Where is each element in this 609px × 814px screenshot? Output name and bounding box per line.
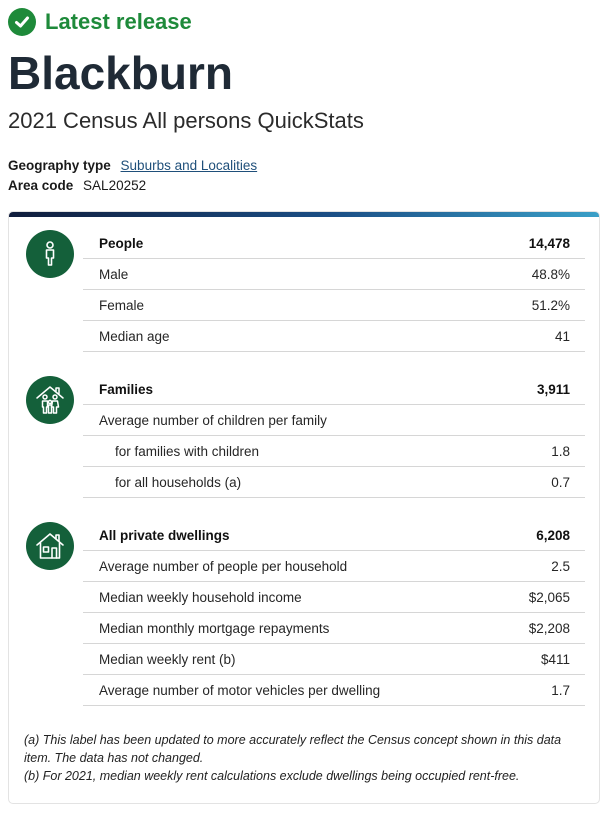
table-row — [83, 551, 585, 582]
table-row — [83, 467, 585, 498]
row-label: Average number of children per family — [99, 412, 327, 428]
table-row — [83, 582, 585, 613]
quickstats-card — [8, 211, 600, 804]
row-value: 1.8 — [551, 443, 570, 459]
row-label: Male — [99, 266, 129, 282]
table-row — [83, 290, 585, 321]
geography-type-link[interactable]: Suburbs and Localities — [120, 158, 258, 173]
row-label: for families with children — [115, 443, 260, 459]
row-label: Median weekly rent (b) — [99, 651, 236, 667]
table-row — [83, 436, 585, 467]
row-label: Median age — [99, 328, 170, 344]
row-value: 51.2% — [531, 297, 570, 313]
page-subtitle: 2021 Census All persons QuickStats — [8, 108, 364, 133]
table-row — [83, 259, 585, 290]
row-value: 2.5 — [551, 558, 570, 574]
row-value: 48.8% — [531, 266, 570, 282]
area-code-label: Area code — [8, 178, 74, 193]
dwellings-rows — [83, 520, 585, 706]
person-icon — [26, 230, 74, 278]
table-row — [83, 675, 585, 706]
row-label: for all households (a) — [115, 474, 242, 490]
family-house-icon — [26, 376, 74, 424]
page-title: Blackburn — [8, 47, 233, 99]
row-value: 41 — [554, 328, 570, 344]
area-code-line — [8, 177, 146, 195]
row-value: 0.7 — [551, 474, 570, 490]
table-row — [83, 520, 585, 551]
row-value: $2,065 — [528, 589, 570, 605]
geography-type-label: Geography type — [8, 158, 111, 173]
row-value: $2,208 — [528, 620, 570, 636]
latest-release-label: Latest release — [45, 9, 192, 34]
table-row — [83, 644, 585, 675]
footnote-a: (a) This label has been updated to more accurately reflect the Census concept shown in this data item. The data has not changed. — [24, 733, 562, 765]
footnote-b: (b) For 2021, median weekly rent calculations exclude dwellings being occupied rent-free. — [24, 769, 520, 783]
families-rows — [83, 374, 585, 498]
row-label: Female — [99, 297, 145, 313]
row-value: 6,208 — [536, 527, 570, 543]
check-circle-icon — [8, 8, 36, 36]
table-row — [83, 405, 585, 436]
row-value: 14,478 — [528, 235, 570, 251]
row-value: 3,911 — [536, 381, 570, 397]
area-code-value: SAL20252 — [83, 178, 147, 193]
card-accent-bar — [9, 212, 599, 217]
row-label: People — [99, 235, 144, 251]
row-label: Average number of motor vehicles per dwelling — [99, 682, 381, 698]
table-row — [83, 374, 585, 405]
people-rows — [83, 228, 585, 352]
table-row — [83, 321, 585, 352]
table-row — [83, 613, 585, 644]
row-label: All private dwellings — [99, 527, 230, 543]
table-row — [83, 228, 585, 259]
row-label: Average number of people per household — [99, 558, 348, 574]
geography-type-line — [8, 157, 257, 175]
footnotes — [24, 731, 584, 785]
latest-release-badge — [8, 7, 192, 37]
row-value: $411 — [540, 651, 570, 667]
row-label: Median weekly household income — [99, 589, 302, 605]
row-label: Median monthly mortgage repayments — [99, 620, 330, 636]
row-label: Families — [99, 381, 154, 397]
house-icon — [26, 522, 74, 570]
row-value: 1.7 — [551, 682, 570, 698]
